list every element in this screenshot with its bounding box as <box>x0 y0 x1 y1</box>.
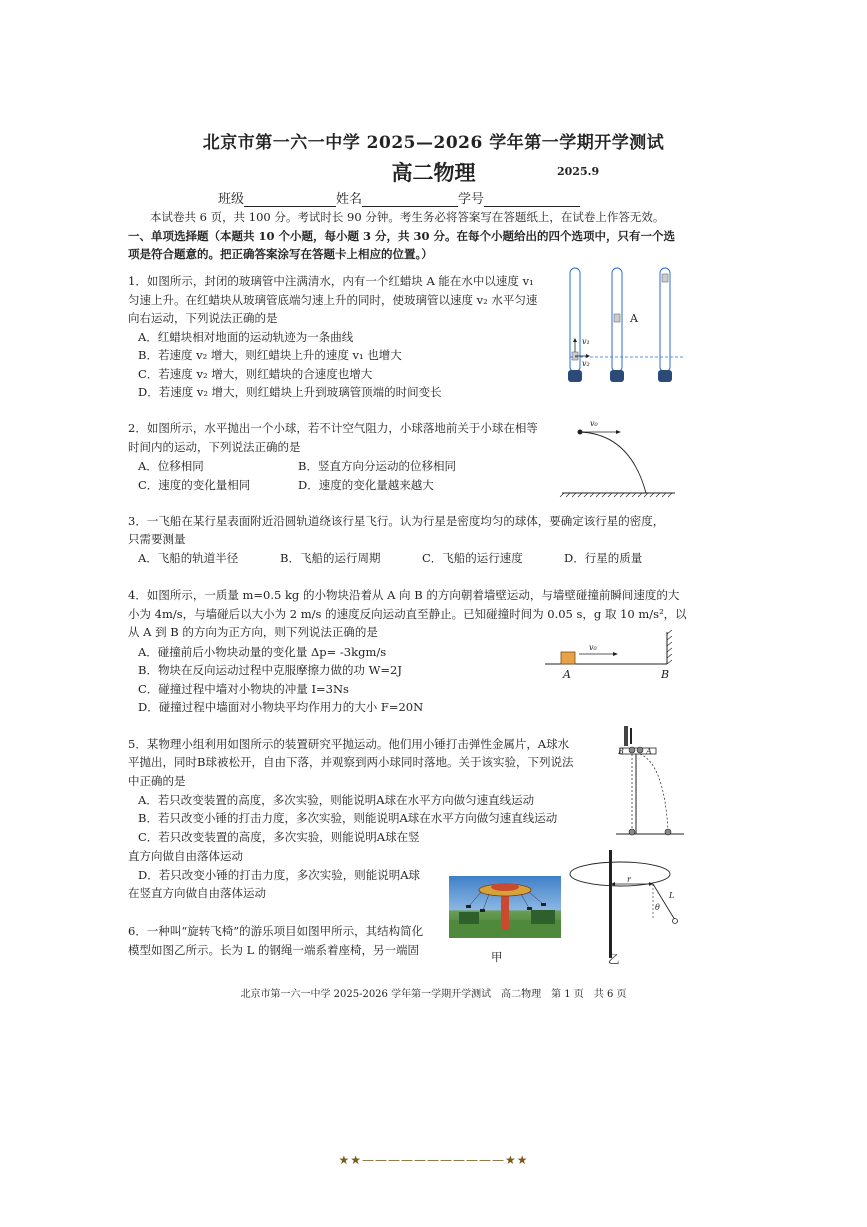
q6-label-l: L <box>669 891 675 900</box>
q3-option-d: D．行星的质量 <box>564 551 643 565</box>
q5-option-c-cont: 直方向做自由落体运动 <box>128 849 243 863</box>
swing-ride-drawing <box>449 876 561 938</box>
q4-stem-line3: 从 A 到 B 的方向为正方向，则下列说法正确的是 <box>128 625 378 639</box>
q3-option-b: B．飞船的运行周期 <box>280 551 381 565</box>
exam-date: 2025.9 <box>557 165 600 178</box>
q2-option-a: A．位移相同 <box>138 459 204 473</box>
id-blank <box>484 192 580 207</box>
q5-label-a: A <box>646 747 652 756</box>
instructions: 本试卷共 6 页，共 100 分。考试时长 90 分钟。考生务必将答案写在答题纸上，在试卷上作答无效。 <box>150 210 665 224</box>
q5-option-d-cont: 在竖直方向做自由落体运动 <box>128 886 266 900</box>
q3-stem-line2: 只需要测量 <box>128 532 186 546</box>
q6-label-theta: θ <box>655 903 660 912</box>
section1-heading-line1: 一、单项选择题（本题共 10 个小题，每小题 3 分，共 30 分。在每个小题给出的四个选项中，只有一个选 <box>128 229 676 243</box>
q2-option-d: D．速度的变化量越来越大 <box>298 478 434 492</box>
student-info-line <box>218 188 580 207</box>
q6-caption-yi: 乙 <box>608 952 620 966</box>
q4-option-d: D．碰撞过程中墙面对小物块平均作用力的大小 F=20N <box>138 700 424 714</box>
q2-stem-line1: 2．如图所示，水平抛出一个小球，若不计空气阻力，小球落地前关于小球在相等 <box>128 421 538 435</box>
q1-label-a: A <box>630 312 638 325</box>
q4-option-c: C．碰撞过程中墙对小物块的冲量 I=3Ns <box>138 682 349 696</box>
id-label: 学号 <box>458 192 485 207</box>
q3-option-c: C．飞船的运行速度 <box>422 551 523 565</box>
q1-label-v1: v₁ <box>582 337 590 346</box>
exam-title: 北京市第一六一中学 2025—2026 学年第一学期开学测试 <box>202 133 665 153</box>
q5-stem-line1: 5．某物理小组利用如图所示的装置研究平抛运动。他们用小锤打击弹性金属片，A球水 <box>128 737 570 751</box>
q1-stem-line3: 向右运动，下列说法正确的是 <box>128 311 278 325</box>
q1-option-c: C．若速度 v₂ 增大，则红蜡块的合速度也增大 <box>138 367 373 381</box>
q3-stem-line1: 3．一飞船在某行星表面附近沿圆轨道绕该行星飞行。认为行星是密度均匀的球体，要确定该行星的密度， <box>128 514 665 528</box>
swing-ride-photo <box>449 876 561 938</box>
q1-option-b: B．若速度 v₂ 增大，则红蜡块上升的速度 v₁ 也增大 <box>138 348 402 362</box>
decorative-stars: ★★———————————★★ <box>338 1153 529 1167</box>
q1-label-v2: v₂ <box>582 359 590 368</box>
q2-option-c: C．速度的变化量相同 <box>138 478 251 492</box>
q5-stem-line2: 平抛出，同时B球被松开，自由下落，并观察到两小球同时落地。关于该实验，下列说法 <box>128 755 574 769</box>
q5-apparatus-figure <box>610 722 690 842</box>
q6-model-figure <box>565 848 690 960</box>
q5-label-b: B <box>618 747 624 756</box>
q1-stem-line2: 匀速上升。在红蜡块从玻璃管底端匀速上升的同时，使玻璃管以速度 v₂ 水平匀速 <box>128 293 538 307</box>
q6-stem-line1: 6．一种叫“旋转飞椅”的游乐项目如图甲所示，其结构简化 <box>128 924 424 938</box>
q4-label-a: A <box>563 668 571 681</box>
q5-option-d: D．若只改变小锤的打击力度，多次实验，则能说明A球 <box>138 868 421 882</box>
q4-stem-line1: 4．如图所示，一质量 m=0.5 kg 的小物块沿着从 A 向 B 的方向朝着墙壁运动，与墙壁碰撞前瞬间速度的大 <box>128 588 680 602</box>
q2-label-v0: v₀ <box>590 419 598 428</box>
q4-label-v0: v₀ <box>589 643 597 652</box>
class-label: 班级 <box>218 192 245 207</box>
subject-title: 高二物理 <box>391 160 476 185</box>
q6-caption-jia: 甲 <box>491 950 503 964</box>
q4-label-b: B <box>661 668 670 681</box>
q4-option-b: B．物块在反向运动过程中克服摩擦力做的功 W=2J <box>138 663 402 677</box>
q4-block-wall-figure <box>545 630 680 682</box>
q6-label-r: r <box>627 875 631 884</box>
q1-stem-line1: 1．如图所示，封闭的玻璃管中注满清水，内有一个红蜡块 A 能在水中以速度 v₁ <box>128 274 534 288</box>
name-blank <box>362 192 458 207</box>
q4-option-a: A．碰撞前后小物块动量的变化量 Δp= -3kgm/s <box>138 645 387 659</box>
q5-option-c: C．若只改变装置的高度，多次实验，则能说明A球在竖 <box>138 830 420 844</box>
q2-projectile-figure <box>560 416 680 498</box>
section1-heading-line2: 项是符合题意的。把正确答案涂写在答题卡上相应的位置。） <box>128 247 433 261</box>
q1-glass-tube-figure <box>560 262 690 387</box>
q2-stem-line2: 时间内的运动，下列说法正确的是 <box>128 440 301 454</box>
q6-stem-line2: 模型如图乙所示。长为 L 的钢绳一端系着座椅，另一端固 <box>128 943 419 957</box>
q1-option-a: A．红蜡块相对地面的运动轨迹为一条曲线 <box>138 330 354 344</box>
q5-stem-line3: 中正确的是 <box>128 774 186 788</box>
q4-stem-line2: 小为 4m/s，与墙碰后以大小为 2 m/s 的速度反向运动直至静止。已知碰撞时间为 0.05 s，g 取 10 m/s²，以 <box>128 607 687 621</box>
q3-option-a: A．飞船的轨道半径 <box>138 551 239 565</box>
q1-option-d: D．若速度 v₂ 增大，则红蜡块上升到玻璃管顶端的时间变长 <box>138 385 442 399</box>
q5-option-b: B．若只改变小锤的打击力度，多次实验，则能说明A球在水平方向做匀速直线运动 <box>138 811 558 825</box>
page-footer: 北京市第一六一中学 2025-2026 学年第一学期开学测试 高二物理 第 1 页 共 6 页 <box>240 989 627 1000</box>
q2-option-b: B．竖直方向分运动的位移相同 <box>298 459 456 473</box>
class-blank <box>244 192 336 207</box>
name-label: 姓名 <box>336 192 363 207</box>
q5-option-a: A．若只改变装置的高度，多次实验，则能说明A球在水平方向做匀速直线运动 <box>138 793 535 807</box>
